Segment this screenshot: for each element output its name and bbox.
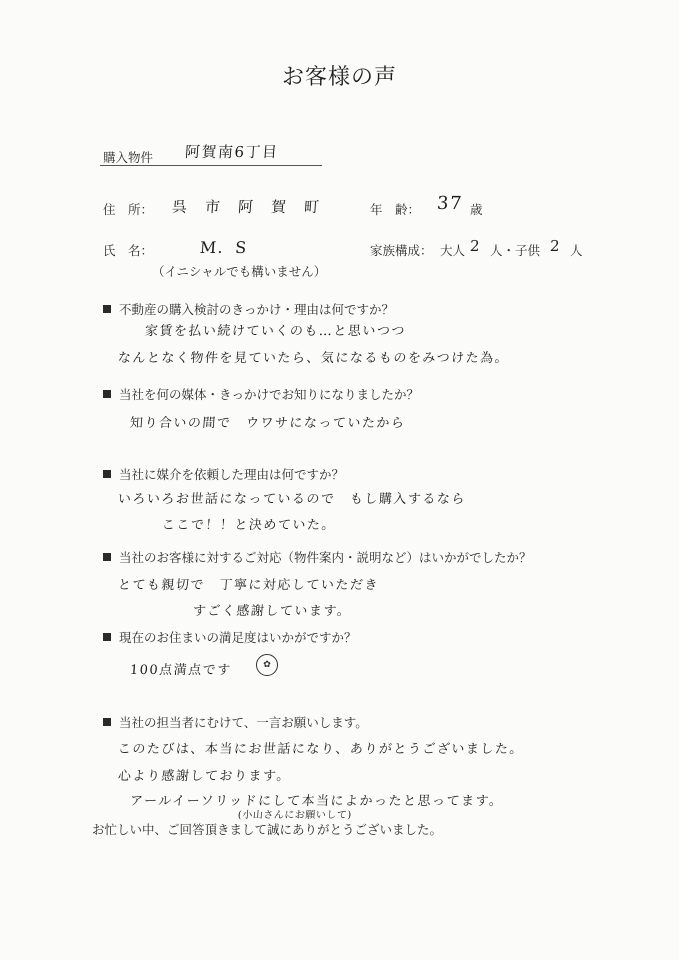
question-1-text: 不動産の購入検討のきっかけ・理由は何ですか？ [119, 302, 395, 317]
answer-2-line-1: 知り合いの間で ウワサになっていたから [129, 416, 406, 431]
question-3-text: 当社に媒介を依頼した理由は何ですか？ [119, 467, 345, 482]
property-underline [100, 165, 322, 166]
answer-1-line-2: なんとなく物件を見ていたら、気になるものをみつけた為。 [117, 351, 510, 366]
family-children-label: 人・子供 [490, 243, 541, 258]
name-note: （イニシャルでも構いません） [152, 264, 327, 279]
answer-3-line-1: いろいろお世話になっているので もし購入するなら [117, 492, 467, 507]
bullet-square-icon [103, 633, 111, 641]
answer-6-insert: (小山さんにお願いして) [237, 810, 353, 821]
closing-text: お忙しい中、ご回答頂きまして誠にありがとうございました。 [92, 822, 443, 837]
name-label: 氏 名： [103, 243, 154, 258]
answer-6-line-2: 心より感謝しております。 [117, 769, 292, 784]
family-adults-label: 大人 [440, 243, 466, 258]
question-2-text: 当社を何の媒体・きっかけでお知りになりましたか？ [119, 387, 420, 402]
question-6 [103, 713, 368, 731]
answer-4-line-2: すごく感謝しています。 [192, 604, 352, 619]
property-label: 購入物件 [103, 150, 154, 165]
flower-doodle-icon: ✿ [256, 654, 278, 676]
property-value: 阿賀南6丁目 [184, 143, 280, 161]
age-value: 37 [436, 193, 464, 214]
question-1 [103, 300, 394, 318]
name-value: M．S [199, 238, 249, 257]
question-4-text: 当社のお客様に対するご対応（物件案内・説明など）はいかがでしたか？ [119, 550, 532, 565]
family-unit: 人 [570, 243, 583, 258]
bullet-square-icon [103, 470, 111, 478]
bullet-square-icon [103, 553, 111, 561]
family-children-value: 2 [549, 237, 562, 255]
bullet-square-icon [103, 390, 111, 398]
family-label: 家族構成： [370, 243, 433, 258]
answer-4-line-1: とても親切で 丁寧に対応していただき [117, 578, 380, 593]
question-5-text: 現在のお住まいの満足度はいかがですか？ [119, 630, 357, 645]
bullet-square-icon [103, 718, 111, 726]
question-3 [103, 465, 344, 483]
address-value: 呉 市 阿 賀 町 [171, 198, 322, 216]
bullet-square-icon [103, 305, 111, 313]
answer-1-line-1: 家賃を払い続けていくのも…と思いつつ [144, 324, 407, 339]
question-2 [103, 385, 419, 403]
age-label: 年 齢： [370, 202, 421, 217]
age-unit: 歳 [470, 202, 483, 217]
page-title: お客様の声 [281, 65, 397, 90]
answer-6-line-3: アールイーソリッドにして本当によかったと思ってます。 [129, 794, 505, 809]
answer-5-line-1: 100点満点です [129, 663, 233, 678]
family-adults-value: 2 [469, 237, 482, 255]
answer-3-line-2: ここで！！と決めていた。 [161, 518, 337, 533]
question-5 [103, 628, 357, 646]
question-4 [103, 548, 532, 566]
answer-6-line-1: このたびは、本当にお世話になり、ありがとうございました。 [117, 742, 525, 757]
question-6-text: 当社の担当者にむけて、一言お願いします。 [119, 715, 368, 730]
address-label: 住 所： [103, 202, 154, 217]
